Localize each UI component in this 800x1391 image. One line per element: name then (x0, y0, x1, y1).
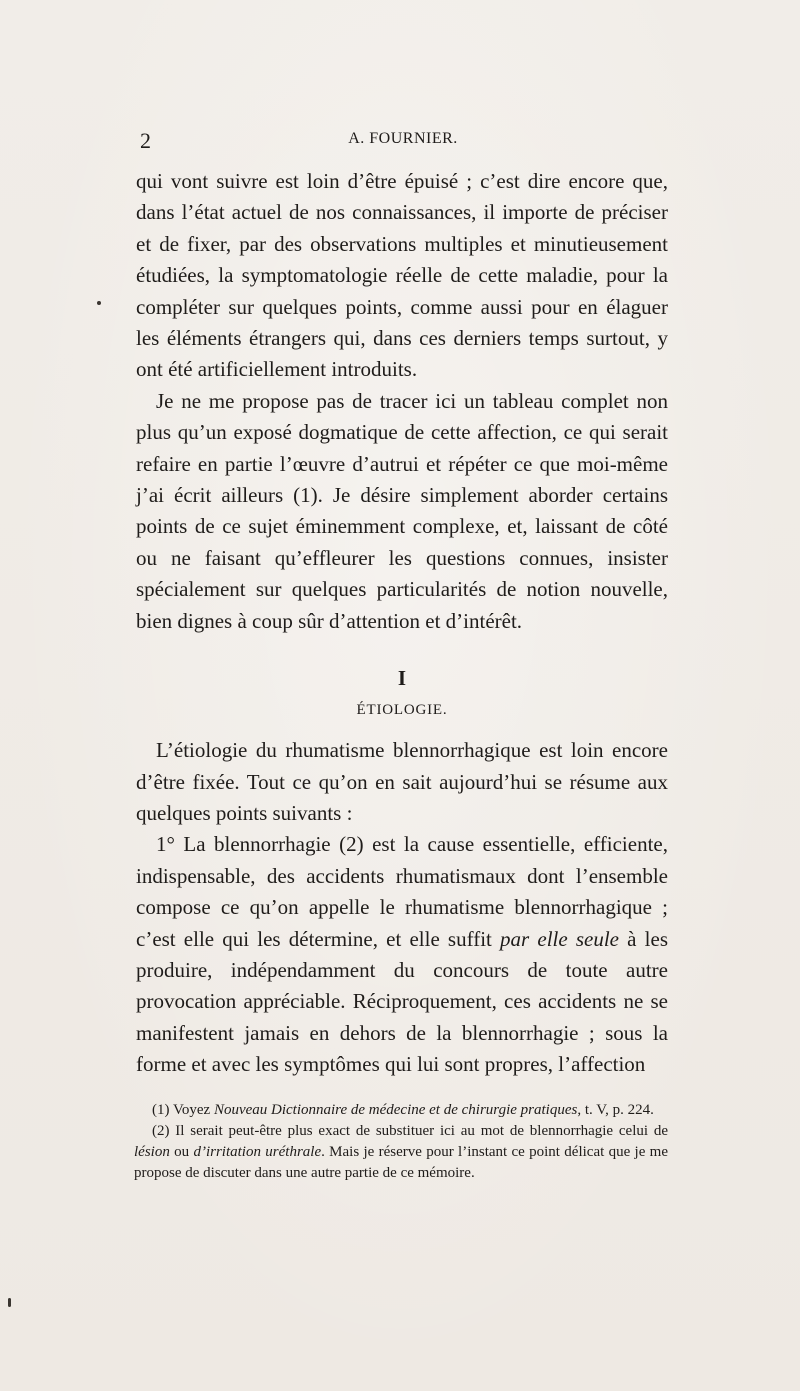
point-one-text-b: à les produire, indépendamment du concours de toute autre provocation appréciable. Réciproquement, ces accidents ne se manifestent jamais en dehors de la blennorrhagie ; sous la forme et avec les symptômes qui lui sont propres, l’affection (136, 926, 668, 1077)
footnote-2 (134, 1121, 668, 1184)
point-one-emphasis: par elle seule (500, 926, 620, 951)
page-number: 2 (140, 128, 151, 153)
footnote-2-term-1: lésion (134, 1144, 170, 1160)
paragraph-intent: Je ne me propose pas de tracer ici un tableau complet non plus qu’un exposé dogmatique de cette affection, ce qui serait refaire en partie l’œuvre d’autrui et répéter ce que moi-même j’ai écrit ailleurs (1). Je désire simplement aborder certains points de ce sujet éminemment complexe, et, laissant de côté ou ne faisant qu’effleurer les questions connues, insister spécialement sur quelques particularités de notion nouvelle, bien dignes à coup sûr d’attention et d’intérêt. (136, 388, 668, 633)
running-title: A. FOURNIER. (348, 130, 458, 147)
point-one-text-a: 1° La blennorrhagie (2) est la cause essentielle, efficiente, indispensable, des accidents rhumatismaux dont l’ensemble compose ce qu’on appelle le rhumatisme blennorrhagique ; c’est elle qui les détermine, et elle suffit (136, 832, 668, 951)
section-title: ÉTIOLOGIE. (356, 702, 448, 719)
paragraph-point-one (136, 829, 668, 1080)
footnote-2-text-b: ou (169, 1144, 194, 1160)
ink-speck (97, 301, 101, 305)
footnotes (134, 1100, 668, 1184)
footnote-2-text-a: (2) Il serait peut-être plus exact de substituer ici au mot de blennorrhagie celui de (152, 1123, 668, 1139)
footnote-1 (134, 1100, 668, 1121)
footnote-1-ref: , t. V, p. 224. (577, 1102, 654, 1118)
footnote-2-text-c: . Mais je réserve pour l’instant ce point délicat que je me propose de discuter dans une autre partie de ce mémoire. (134, 1144, 669, 1181)
paragraph-continuation: qui vont suivre est loin d’être épuisé ; c’est dire encore que, dans l’état actuel de nos connaissances, il importe de préciser et de fixer, par des observations multiples et minutieusement étudiées, la symptomatologie réelle de cette maladie, pour la compléter sur quelques points, comme aussi pour en élaguer les éléments étrangers qui, dans ces derniers temps surtout, y ont été artificiellement introduits. (136, 169, 668, 382)
ink-speck (8, 1298, 11, 1307)
running-head (140, 128, 666, 152)
paragraph-etiology-intro: L’étiologie du rhumatisme blennorrhagique est loin encore d’être fixée. Tout ce qu’on en sait aujourd’hui se résume aux quelques points suivants : (136, 738, 668, 825)
footnote-1-title: Nouveau Dictionnaire de médecine et de chirurgie pratiques (213, 1102, 578, 1118)
main-text (136, 166, 668, 1081)
section-number: I (397, 666, 407, 691)
footnote-1-mark: (1) Voyez (152, 1102, 214, 1118)
footnote-2-term-2: d’irritation uréthrale (193, 1144, 322, 1160)
